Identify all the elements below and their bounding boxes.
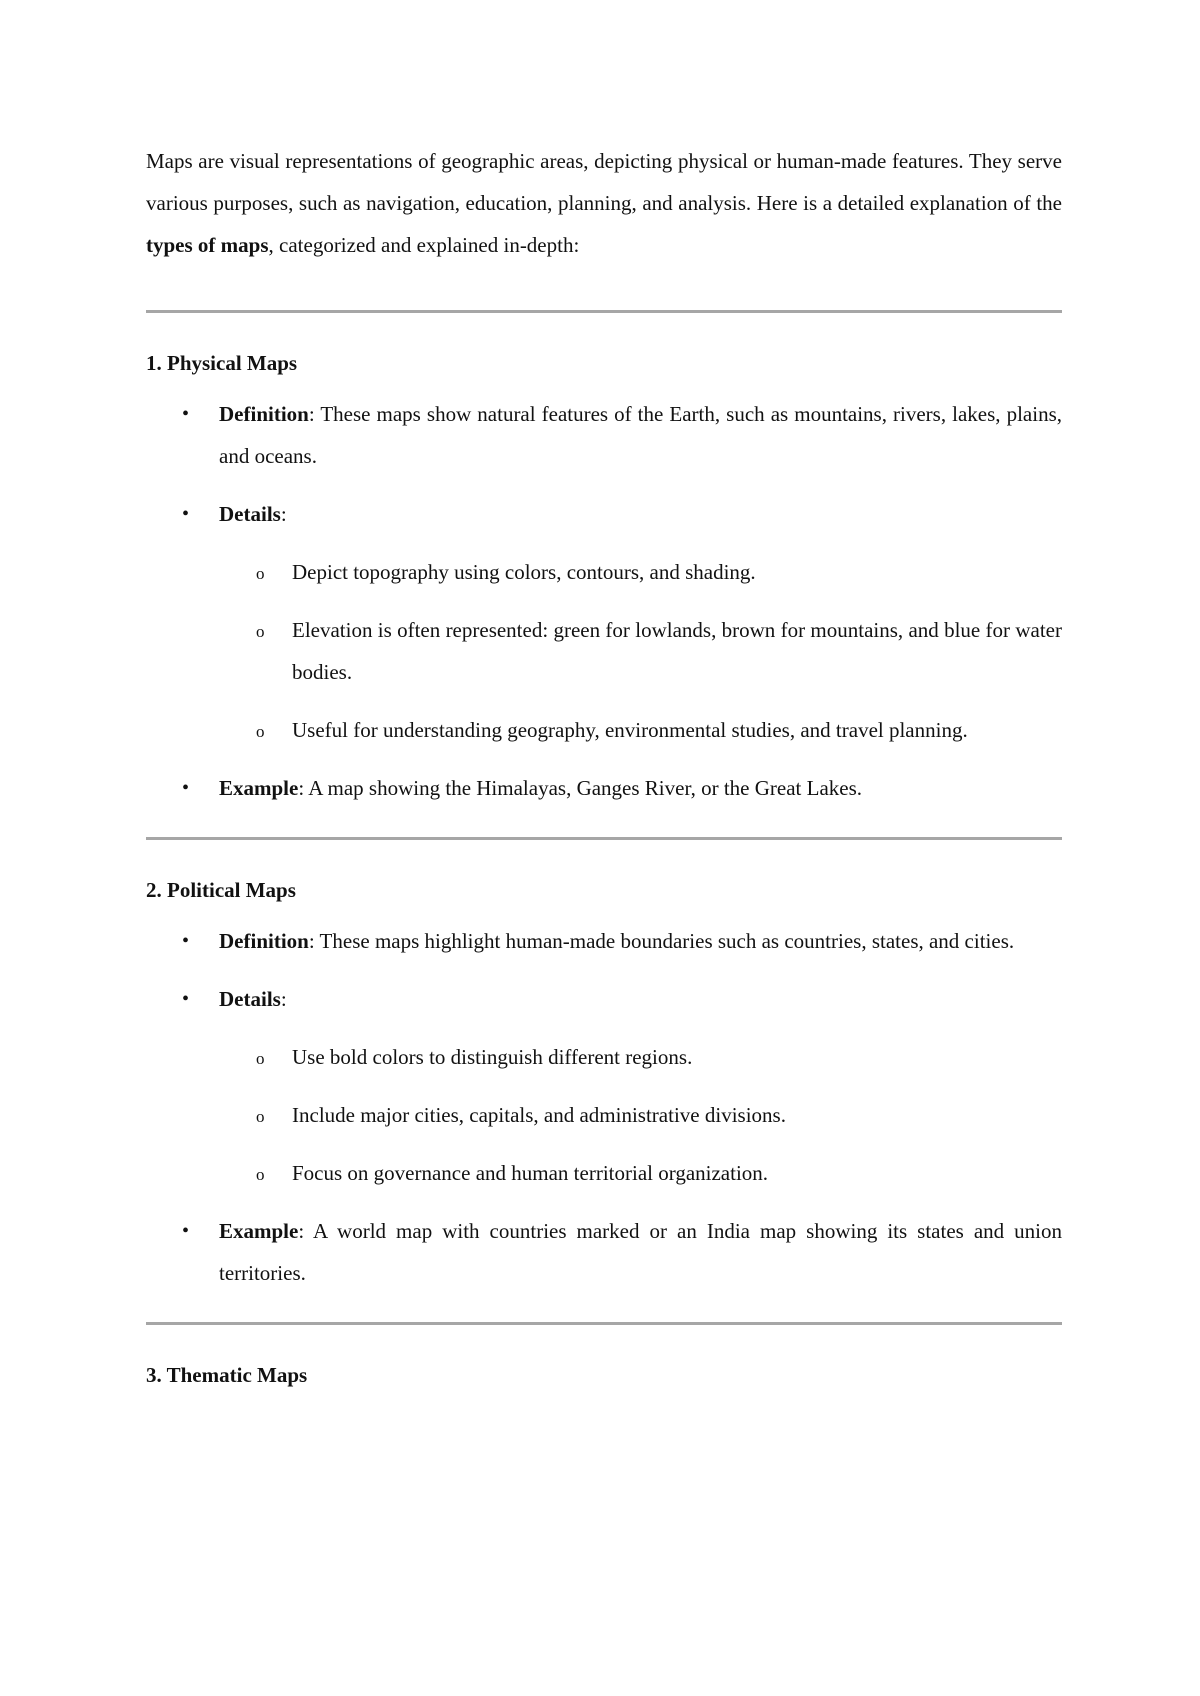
horizontal-rule: [146, 310, 1062, 313]
details-suffix: :: [280, 502, 287, 526]
bullet-icon: •: [182, 1220, 190, 1242]
intro-paragraph: [146, 140, 1062, 266]
definition-text: : These maps highlight human-made boundaries such as countries, states, and cities.: [308, 929, 1015, 953]
bullet-icon: •: [182, 988, 190, 1010]
details-label: Details: [219, 987, 281, 1011]
details-list: [219, 551, 1062, 751]
example-label: Example: [219, 1219, 299, 1243]
bullet-icon: •: [182, 777, 190, 799]
example-text: : A world map with countries marked or an India map showing its states and union territories.: [219, 1219, 1062, 1285]
section-list: [146, 393, 1062, 809]
list-item-example: [146, 767, 1062, 809]
bullet-icon: •: [182, 930, 190, 952]
detail-text: Elevation is often represented: green for lowlands, brown for mountains, and blue for water bodies.: [292, 618, 1062, 684]
detail-item: [219, 1152, 1062, 1194]
detail-text: Use bold colors to distinguish different regions.: [292, 1045, 693, 1069]
sub-bullet-icon: o: [256, 564, 265, 583]
section-heading: 1. Physical Maps: [146, 351, 298, 375]
details-suffix: :: [280, 987, 287, 1011]
list-item-details: [146, 493, 1062, 751]
list-item-definition: [146, 920, 1062, 962]
detail-item: [219, 1094, 1062, 1136]
details-label: Details: [219, 502, 281, 526]
detail-text: Depict topography using colors, contours, and shading.: [292, 560, 756, 584]
section-list: [146, 920, 1062, 1294]
details-list: [219, 1036, 1062, 1194]
example-text: : A map showing the Himalayas, Ganges River, or the Great Lakes.: [298, 776, 863, 800]
bullet-icon: •: [182, 403, 190, 425]
intro-bold-term: types of maps: [146, 233, 269, 257]
detail-item: [219, 1036, 1062, 1078]
detail-item: [219, 709, 1062, 751]
intro-text: Maps are visual representations of geographic areas, depicting physical or human-made features. They serve various purposes, such as navigation, education, planning, and analysis. Here is a detailed explanation of the: [146, 149, 1062, 215]
list-item-details: [146, 978, 1062, 1194]
document-page: [146, 140, 1062, 1389]
detail-item: [219, 551, 1062, 593]
sub-bullet-icon: o: [256, 1049, 265, 1068]
definition-label: Definition: [219, 929, 309, 953]
detail-item: [219, 609, 1062, 693]
sub-bullet-icon: o: [256, 1107, 265, 1126]
sub-bullet-icon: o: [256, 622, 265, 641]
list-item-definition: [146, 393, 1062, 477]
definition-text: : These maps show natural features of the Earth, such as mountains, rivers, lakes, plains, and oceans.: [219, 402, 1062, 468]
section-heading: 3. Thematic Maps: [146, 1363, 308, 1387]
horizontal-rule: [146, 1322, 1062, 1325]
detail-text: Include major cities, capitals, and administrative divisions.: [292, 1103, 786, 1127]
list-item-example: [146, 1210, 1062, 1294]
definition-label: Definition: [219, 402, 309, 426]
sub-bullet-icon: o: [256, 1165, 265, 1184]
sub-bullet-icon: o: [256, 722, 265, 741]
detail-text: Useful for understanding geography, environmental studies, and travel planning.: [292, 718, 968, 742]
intro-text-end: , categorized and explained in-depth:: [268, 233, 580, 257]
example-label: Example: [219, 776, 299, 800]
horizontal-rule: [146, 837, 1062, 840]
detail-text: Focus on governance and human territorial organization.: [292, 1161, 769, 1185]
bullet-icon: •: [182, 503, 190, 525]
section-heading: 2. Political Maps: [146, 878, 296, 902]
